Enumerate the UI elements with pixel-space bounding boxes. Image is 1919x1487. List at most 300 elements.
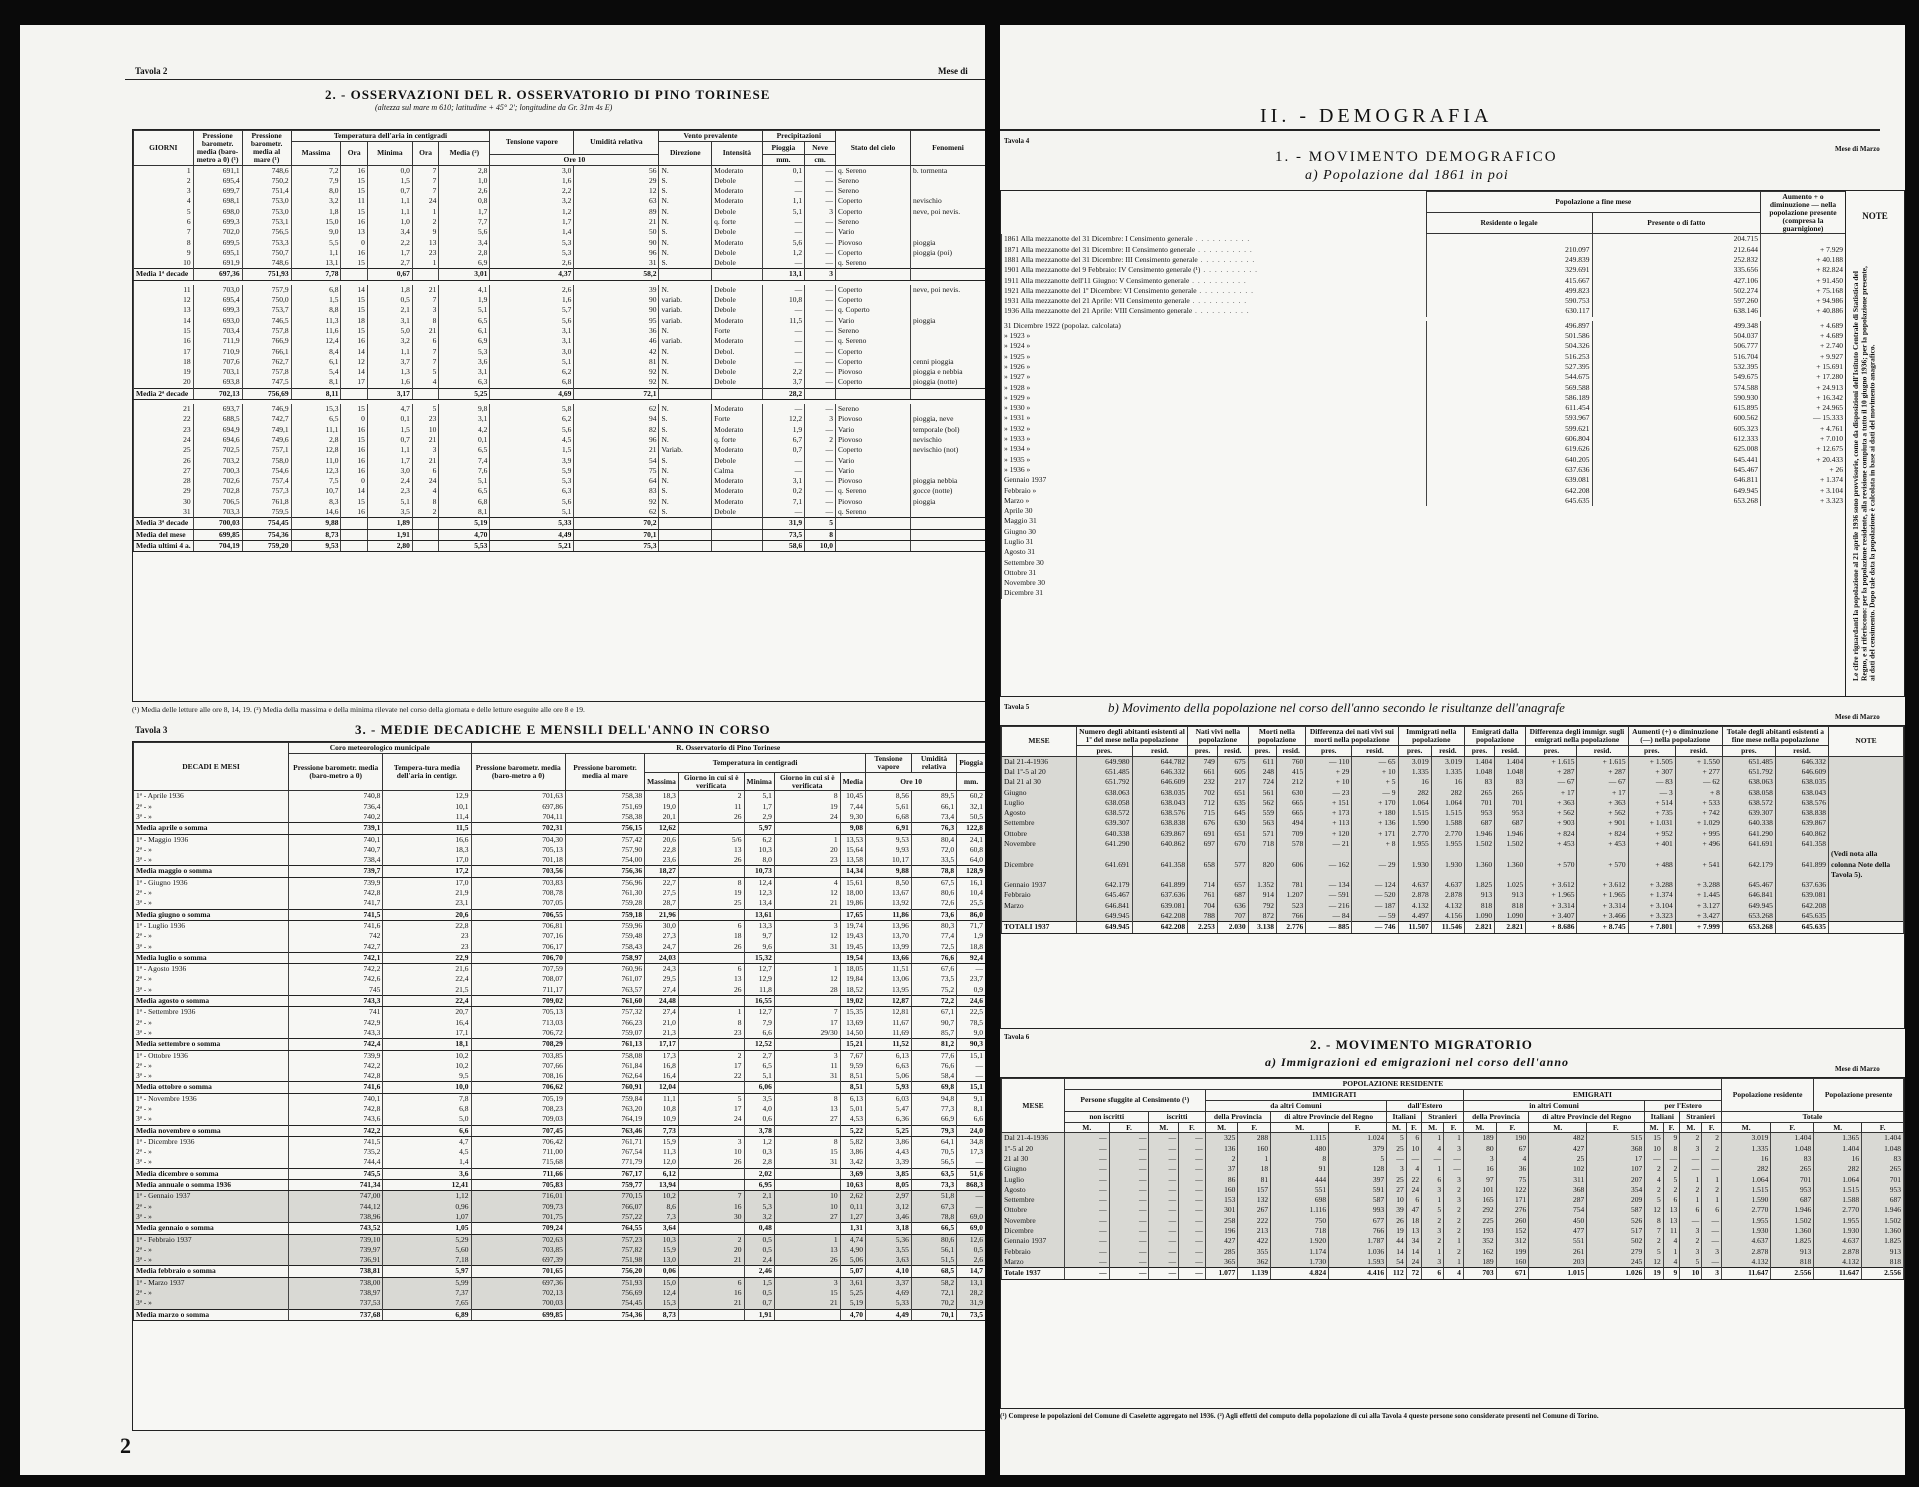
table-cell: 32,1 (957, 802, 985, 812)
table-cell: — (1065, 1164, 1110, 1174)
table-cell: 1 (134, 165, 194, 176)
col-massima-2: Massima (645, 772, 679, 791)
table-cell: 11,3 (291, 316, 341, 326)
table-cell: + 8 (1675, 788, 1722, 798)
table-cell: Debole (712, 258, 762, 269)
note-cell (1829, 788, 1904, 798)
table-cell: 762,7 (242, 357, 291, 367)
table-cell: — (1109, 1185, 1149, 1195)
table-cell: 7 (412, 357, 438, 367)
table-cell: » 1924 » (1002, 341, 1427, 351)
summary-row (134, 1125, 986, 1136)
note-cell (1829, 901, 1904, 911)
table-cell: 3 (1422, 1185, 1444, 1195)
table-cell: + 4.761 (1761, 424, 1846, 434)
table-row (134, 217, 986, 227)
table-cell: 1.174 (1271, 1247, 1329, 1257)
table-cell: 578 (1276, 839, 1305, 849)
table-cell (805, 388, 836, 399)
table-cell: — (957, 1157, 985, 1168)
table-cell: 0,11 (840, 1202, 865, 1212)
table-cell: 759,18 (565, 909, 644, 920)
col-altri-comuni: da altri Comuni (1205, 1100, 1386, 1111)
table-cell: 561 (1248, 788, 1276, 798)
table-cell: + 287 (1577, 767, 1628, 777)
table-cell: 0,7 (367, 186, 412, 196)
table-cell: 695,1 (193, 248, 242, 258)
table-cell: 24,6 (957, 996, 985, 1007)
table-cell: 3 (1463, 1154, 1496, 1164)
year-row (1002, 444, 1846, 454)
table-cell: 4 (1406, 1164, 1421, 1174)
table-cell: temporale (bol) (911, 425, 986, 435)
col-m: M. (1463, 1122, 1496, 1133)
table-cell: 12 (1645, 1205, 1663, 1215)
census-label: 1936 Alla mezzanotte del 21 Aprile: VIII Censimento generale . . . . . . . . . . (1002, 306, 1427, 316)
table-cell: — (805, 367, 836, 377)
col-press-2: Pressione barometr. media (baro-metro a 0) (471, 753, 565, 791)
table-cell: 2.253 (1188, 922, 1218, 933)
table-cell: 1,1 (367, 445, 412, 455)
census-row (1002, 296, 1846, 306)
section-2a-title: a) Immigrazioni ed emigrazioni nel corso dell'anno (1265, 1055, 1570, 1069)
table-cell: + 3.466 (1577, 911, 1628, 922)
table-cell: 708,29 (471, 1039, 565, 1050)
table-cell: Piovoso (836, 238, 911, 248)
table-cell: 703,83 (471, 877, 565, 888)
table-cell: 1.360 (1862, 1226, 1904, 1236)
table-cell: 651 (1217, 788, 1248, 798)
table-cell: 1.502 (1771, 1216, 1814, 1226)
table-cell: 1ª - Ottobre 1936 (134, 1050, 289, 1061)
table-cell: 2 (412, 217, 438, 227)
table-cell: 638.043 (1132, 798, 1188, 808)
table-cell: 1.515 (1721, 1185, 1770, 1195)
table-cell: 502.274 (1592, 286, 1760, 296)
table-cell: 641.899 (1775, 849, 1828, 880)
table-cell: 102 (1529, 1164, 1587, 1174)
table-cell: Luglio (1002, 1175, 1065, 1185)
table-cell: 50,5 (957, 812, 985, 823)
table-cell: 756,69 (565, 1288, 644, 1298)
table-cell: 13,06 (866, 974, 912, 984)
table-cell (341, 518, 367, 529)
table-cell: 6,9 (439, 258, 490, 269)
table-cell: 708,07 (471, 974, 565, 984)
table-row (134, 1212, 986, 1223)
table-row (134, 347, 986, 357)
table-cell: 70,5 (911, 1147, 956, 1157)
table-cell: 7,65 (383, 1298, 471, 1309)
table-cell: 1,31 (840, 1223, 865, 1234)
table-cell: 78,8 (911, 1212, 956, 1223)
table-cell: 1.930 (1398, 849, 1431, 880)
table-cell: 544.675 (1426, 372, 1592, 382)
table-cell: 31,9 (957, 1298, 985, 1309)
table-cell: 3,17 (367, 388, 412, 399)
table-cell: Ottobre (1002, 1205, 1065, 1215)
table-cell: 3,61 (840, 1277, 865, 1288)
table-cell: 7,3 (645, 1212, 679, 1223)
table-cell: 11,51 (866, 964, 912, 975)
table-cell: 21 (774, 1298, 840, 1309)
col-mig-group: POPOLAZIONE RESIDENTE (1065, 1079, 1722, 1090)
table-cell: 67,6 (911, 964, 956, 975)
table-cell: 5/6 (678, 834, 744, 845)
table-cell: — (805, 445, 836, 455)
table-cell: 94 (574, 414, 659, 424)
table-cell (774, 1039, 840, 1050)
census-row (1002, 265, 1846, 275)
table-cell: 265 (1862, 1164, 1904, 1174)
table-cell: 8,11 (291, 388, 341, 399)
table-cell: 590.930 (1592, 393, 1760, 403)
table-cell: 8 (805, 529, 836, 540)
table-row (134, 336, 986, 346)
table-cell: 0,8 (439, 196, 490, 206)
table-cell: 2.770 (1398, 829, 1431, 839)
table-cell: 1,5 (367, 425, 412, 435)
table-cell: Media maggio o somma (134, 866, 289, 877)
table-cell (774, 1266, 840, 1277)
table-cell: 703,1 (193, 367, 242, 377)
table-cell: 3ª - » (134, 1157, 289, 1168)
table-cell: 6,91 (866, 823, 912, 834)
table-cell: 1 (1238, 1154, 1271, 1164)
table-cell: 13 (678, 845, 744, 855)
table-row (1002, 901, 1904, 911)
table-cell: 1,9 (439, 295, 490, 305)
table-cell (836, 540, 911, 551)
table-cell: q. Sereno (836, 486, 911, 496)
note-cell (1829, 777, 1904, 787)
table-row (134, 1157, 986, 1168)
table-cell: 7 (412, 347, 438, 357)
table-cell: 742,8 (289, 888, 383, 898)
table-cell: 913 (1464, 890, 1494, 900)
table-cell: 69,0 (957, 1223, 985, 1234)
table-cell: 1.955 (1398, 839, 1431, 849)
table-cell: 2,1 (367, 305, 412, 315)
table-cell: S. (659, 186, 712, 196)
table-cell: 953 (1495, 808, 1526, 818)
table-cell: Maggio 31 (1002, 516, 1846, 526)
table-cell: — (1179, 1154, 1206, 1164)
table-row (134, 176, 986, 186)
table-cell: 702 (1188, 788, 1218, 798)
table-cell: 21 (412, 326, 438, 336)
table-cell: 699,3 (193, 217, 242, 227)
table-cell: 708,23 (471, 1104, 565, 1114)
table-cell: 15,64 (840, 845, 865, 855)
table-cell: Moderato (712, 476, 762, 486)
table-cell: 2ª - » (134, 845, 289, 855)
left-page (20, 25, 985, 1475)
table-cell: 12 (774, 974, 840, 984)
table-cell: 24,7 (645, 942, 679, 953)
table-cell: 22,5 (957, 1007, 985, 1018)
table-cell: 694,6 (193, 435, 242, 445)
year-row (1002, 434, 1846, 444)
table-cell: 1,5 (744, 1277, 774, 1288)
col-della-prov: della Provincia (1205, 1111, 1270, 1122)
table-cell: 22 (1406, 1175, 1421, 1185)
table-cell: 136 (1205, 1144, 1238, 1154)
table-cell: 764,19 (565, 1114, 644, 1125)
census-row (1002, 245, 1846, 255)
table-cell: 646.332 (1132, 767, 1188, 777)
table-cell: — (805, 425, 836, 435)
table-cell: 718 (1248, 839, 1276, 849)
table-cell: 758,97 (565, 952, 644, 963)
table-cell: 13,61 (744, 909, 774, 920)
col-per-estero: per l'Estero (1645, 1100, 1722, 1111)
table-cell: variab. (659, 336, 712, 346)
table-cell: 5 (805, 518, 836, 529)
section-1-title: 1. - MOVIMENTO DEMOGRAFICO (1275, 149, 1558, 165)
table-cell: 820 (1248, 849, 1276, 880)
col-resid: resid. (1276, 745, 1305, 756)
table-cell: 18,3 (645, 791, 679, 802)
table-cell: 1.115 (1271, 1133, 1329, 1144)
table-cell: 5 (1680, 1257, 1702, 1268)
table-cell: 523 (1276, 901, 1305, 911)
table-cell: 756,20 (565, 1266, 644, 1277)
tavola-2-label: Tavola 2 (135, 66, 168, 76)
table-cell: 71,7 (957, 920, 985, 931)
table-cell: 15,1 (957, 1082, 985, 1093)
table-cell: 763,57 (565, 985, 644, 996)
table-cell: 4.824 (1271, 1268, 1329, 1279)
month-label-right-2: Mese di Marzo (1835, 713, 1880, 721)
col-nati: Nati vivi nella popolazione (1188, 727, 1249, 746)
table-cell: 0,6 (744, 1114, 774, 1125)
table-cell: — (1444, 1164, 1464, 1174)
col-m: M. (1065, 1122, 1110, 1133)
table-cell (774, 866, 840, 877)
table-cell: 639.081 (1775, 890, 1828, 900)
table-cell: 5,19 (439, 518, 490, 529)
table-cell: 2 (805, 435, 836, 445)
table-cell: 17,2 (383, 866, 471, 877)
table-cell: 2,62 (840, 1191, 865, 1202)
table-cell (1002, 911, 1077, 922)
table-cell: 10 (1645, 1144, 1663, 1154)
table-cell: 705,19 (471, 1093, 565, 1104)
summary-row (134, 518, 986, 529)
table-cell: 711,00 (471, 1147, 565, 1157)
table-cell: 699,85 (193, 529, 242, 540)
table-cell: 704,11 (471, 812, 565, 823)
table-cell (1426, 234, 1592, 245)
table-cell: 699,85 (471, 1309, 565, 1320)
table-cell: 0,96 (383, 1202, 471, 1212)
col-umidita-2: Umidità relativa (911, 753, 956, 772)
table-cell: 760,91 (565, 1082, 644, 1093)
table-cell: 25 (1529, 1154, 1587, 1164)
table-cell: 8,50 (866, 877, 912, 888)
table-cell: 1.588 (1431, 818, 1464, 828)
table-cell: — (1149, 1185, 1179, 1195)
table-cell: 20 (134, 377, 194, 388)
table-cell: 6,8 (383, 1104, 471, 1114)
col-morti: Morti nella popolazione (1248, 727, 1306, 746)
table-cell: — (1149, 1154, 1179, 1164)
table-cell: 3ª - » (134, 1298, 289, 1309)
table-cell: 638.035 (1132, 788, 1188, 798)
table-cell: 16 (341, 507, 367, 518)
table-cell: 27 (1387, 1185, 1407, 1195)
note-cell (1829, 767, 1904, 777)
table-cell: 638.576 (1775, 798, 1828, 808)
table-cell: 18,05 (840, 964, 865, 975)
table-cell: 27 (774, 1212, 840, 1223)
table-cell: 3,2 (291, 196, 341, 206)
table-cell: 1.064 (1431, 798, 1464, 808)
table-cell: 15 (341, 176, 367, 186)
table-cell: + 903 (1526, 818, 1577, 828)
table-row (134, 207, 986, 217)
table-cell: — (1149, 1236, 1179, 1246)
table-cell: 716,01 (471, 1191, 565, 1202)
table-cell: Agosto (1002, 808, 1077, 818)
table-cell: 953 (1464, 808, 1494, 818)
table-cell: 92,4 (957, 952, 985, 963)
month-label-left: Mese di (938, 66, 968, 76)
table-cell: — (1065, 1257, 1110, 1268)
section-1b-title: b) Movimento della popolazione nel corso dell'anno secondo le risultanze dell'anagrafe (1108, 700, 1565, 715)
table-cell: 56,5 (911, 1157, 956, 1168)
table-cell: 748,6 (242, 258, 291, 269)
table-cell: Ottobre 31 (1002, 568, 1846, 578)
table-cell: 26 (678, 985, 744, 996)
table-cell: Coperto (836, 207, 911, 217)
table-cell: 1.026 (1587, 1268, 1645, 1279)
observations-footnote: (¹) Media delle letture alle ore 8, 14, 19. (²) Media della massima e della minima rilevate nel corso della giornata e delle letture eseguite alle ore 8 e 19. (132, 705, 585, 714)
table-cell: q. Sereno (836, 258, 911, 269)
table-cell: 415.667 (1426, 276, 1592, 286)
table-cell: 27,3 (645, 931, 679, 941)
table-cell: 15,0 (645, 1277, 679, 1288)
table-cell (911, 217, 986, 227)
table-cell: 1,2 (762, 248, 804, 258)
table-cell: — 885 (1306, 922, 1352, 933)
table-cell: 2 (412, 507, 438, 518)
table-cell: — (1065, 1195, 1110, 1205)
table-cell: 6,36 (866, 1114, 912, 1125)
table-cell: 1ª - Aprile 1936 (134, 791, 289, 802)
table-cell: pioggia (911, 238, 986, 248)
col-m: M. (1680, 1122, 1702, 1133)
table-cell: 6 (678, 920, 744, 931)
table-cell: 17 (678, 1061, 744, 1071)
table-cell: — 59 (1352, 911, 1398, 922)
table-cell: Debole (712, 295, 762, 305)
table-cell: 15 (341, 497, 367, 507)
table-cell: 2ª - » (134, 974, 289, 984)
page-number: 2 (120, 1433, 131, 1458)
table-row (134, 964, 986, 975)
table-cell: 759,5 (242, 507, 291, 518)
table-cell: 527.395 (1426, 362, 1592, 372)
table-cell: 1,8 (367, 285, 412, 295)
table-cell: 3 (678, 1136, 744, 1147)
col-emigrati-mig: EMIGRATI (1463, 1089, 1721, 1100)
note-cell (1829, 818, 1904, 828)
col-iscritti: iscritti (1149, 1111, 1205, 1122)
table-cell: — 15.333 (1761, 413, 1846, 423)
table-cell: 7 (774, 1007, 840, 1018)
table-cell: 36 (1496, 1164, 1529, 1174)
table-cell: 0,5 (744, 1288, 774, 1298)
table-cell: 24,0 (957, 1125, 985, 1136)
table-cell: 1.502 (1464, 839, 1494, 849)
table-cell: — (805, 507, 836, 518)
table-cell: 23,1 (383, 898, 471, 909)
table-cell: 14 (1387, 1247, 1407, 1257)
table-cell: 818 (1862, 1257, 1904, 1268)
table-cell: 7,2 (291, 165, 341, 176)
table-cell: 17,0 (383, 855, 471, 866)
table-cell: 13 (134, 305, 194, 315)
table-cell: Debole (712, 357, 762, 367)
table-cell (712, 518, 762, 529)
table-cell: Moderato (712, 165, 762, 176)
table-cell: 15,21 (840, 1039, 865, 1050)
table-cell: Media marzo o somma (134, 1309, 289, 1320)
table-cell: Debole (712, 176, 762, 186)
table-cell (911, 305, 986, 315)
table-cell: 630 (1276, 788, 1305, 798)
table-cell: 225 (1463, 1216, 1496, 1226)
col-vento: Vento prevalente (659, 131, 762, 142)
table-cell: Media novembre o somma (134, 1125, 289, 1136)
table-cell: » 1936 » (1002, 465, 1427, 475)
table-cell: 28 (134, 476, 194, 486)
table-cell: 754,45 (242, 518, 291, 529)
table-cell: 913 (1495, 890, 1526, 900)
table-cell: 532.395 (1592, 362, 1760, 372)
table-cell: 738,00 (289, 1277, 383, 1288)
table-cell: 25 (1387, 1175, 1407, 1185)
table-cell: Coperto (836, 248, 911, 258)
table-cell: Variab. (659, 445, 712, 455)
table-cell: 1.404 (1862, 1133, 1904, 1144)
table-cell: 15 (341, 186, 367, 196)
table-cell: — (1422, 1154, 1444, 1164)
table-cell: 4.637 (1721, 1236, 1770, 1246)
table-cell: — (1109, 1133, 1149, 1144)
table-cell: 11,5 (762, 316, 804, 326)
table-cell: 7,37 (383, 1288, 471, 1298)
table-cell: 549.675 (1592, 372, 1760, 382)
col-f: F. (1862, 1122, 1904, 1133)
table-row (1002, 1185, 1904, 1195)
table-cell: 693,7 (193, 404, 242, 414)
table-cell: 1,5 (490, 445, 574, 455)
table-cell: 5 (1387, 1133, 1407, 1144)
table-cell: 77,6 (911, 1050, 956, 1061)
table-row (134, 845, 986, 855)
table-cell: — (805, 227, 836, 237)
table-cell: 13,92 (866, 898, 912, 909)
table-cell: 16 (1814, 1154, 1862, 1164)
table-cell: 1.515 (1814, 1185, 1862, 1195)
table-cell: 872 (1248, 911, 1276, 922)
table-cell: 1.946 (1771, 1205, 1814, 1215)
table-cell: 1.730 (1271, 1257, 1329, 1268)
table-cell: 3,37 (866, 1277, 912, 1288)
